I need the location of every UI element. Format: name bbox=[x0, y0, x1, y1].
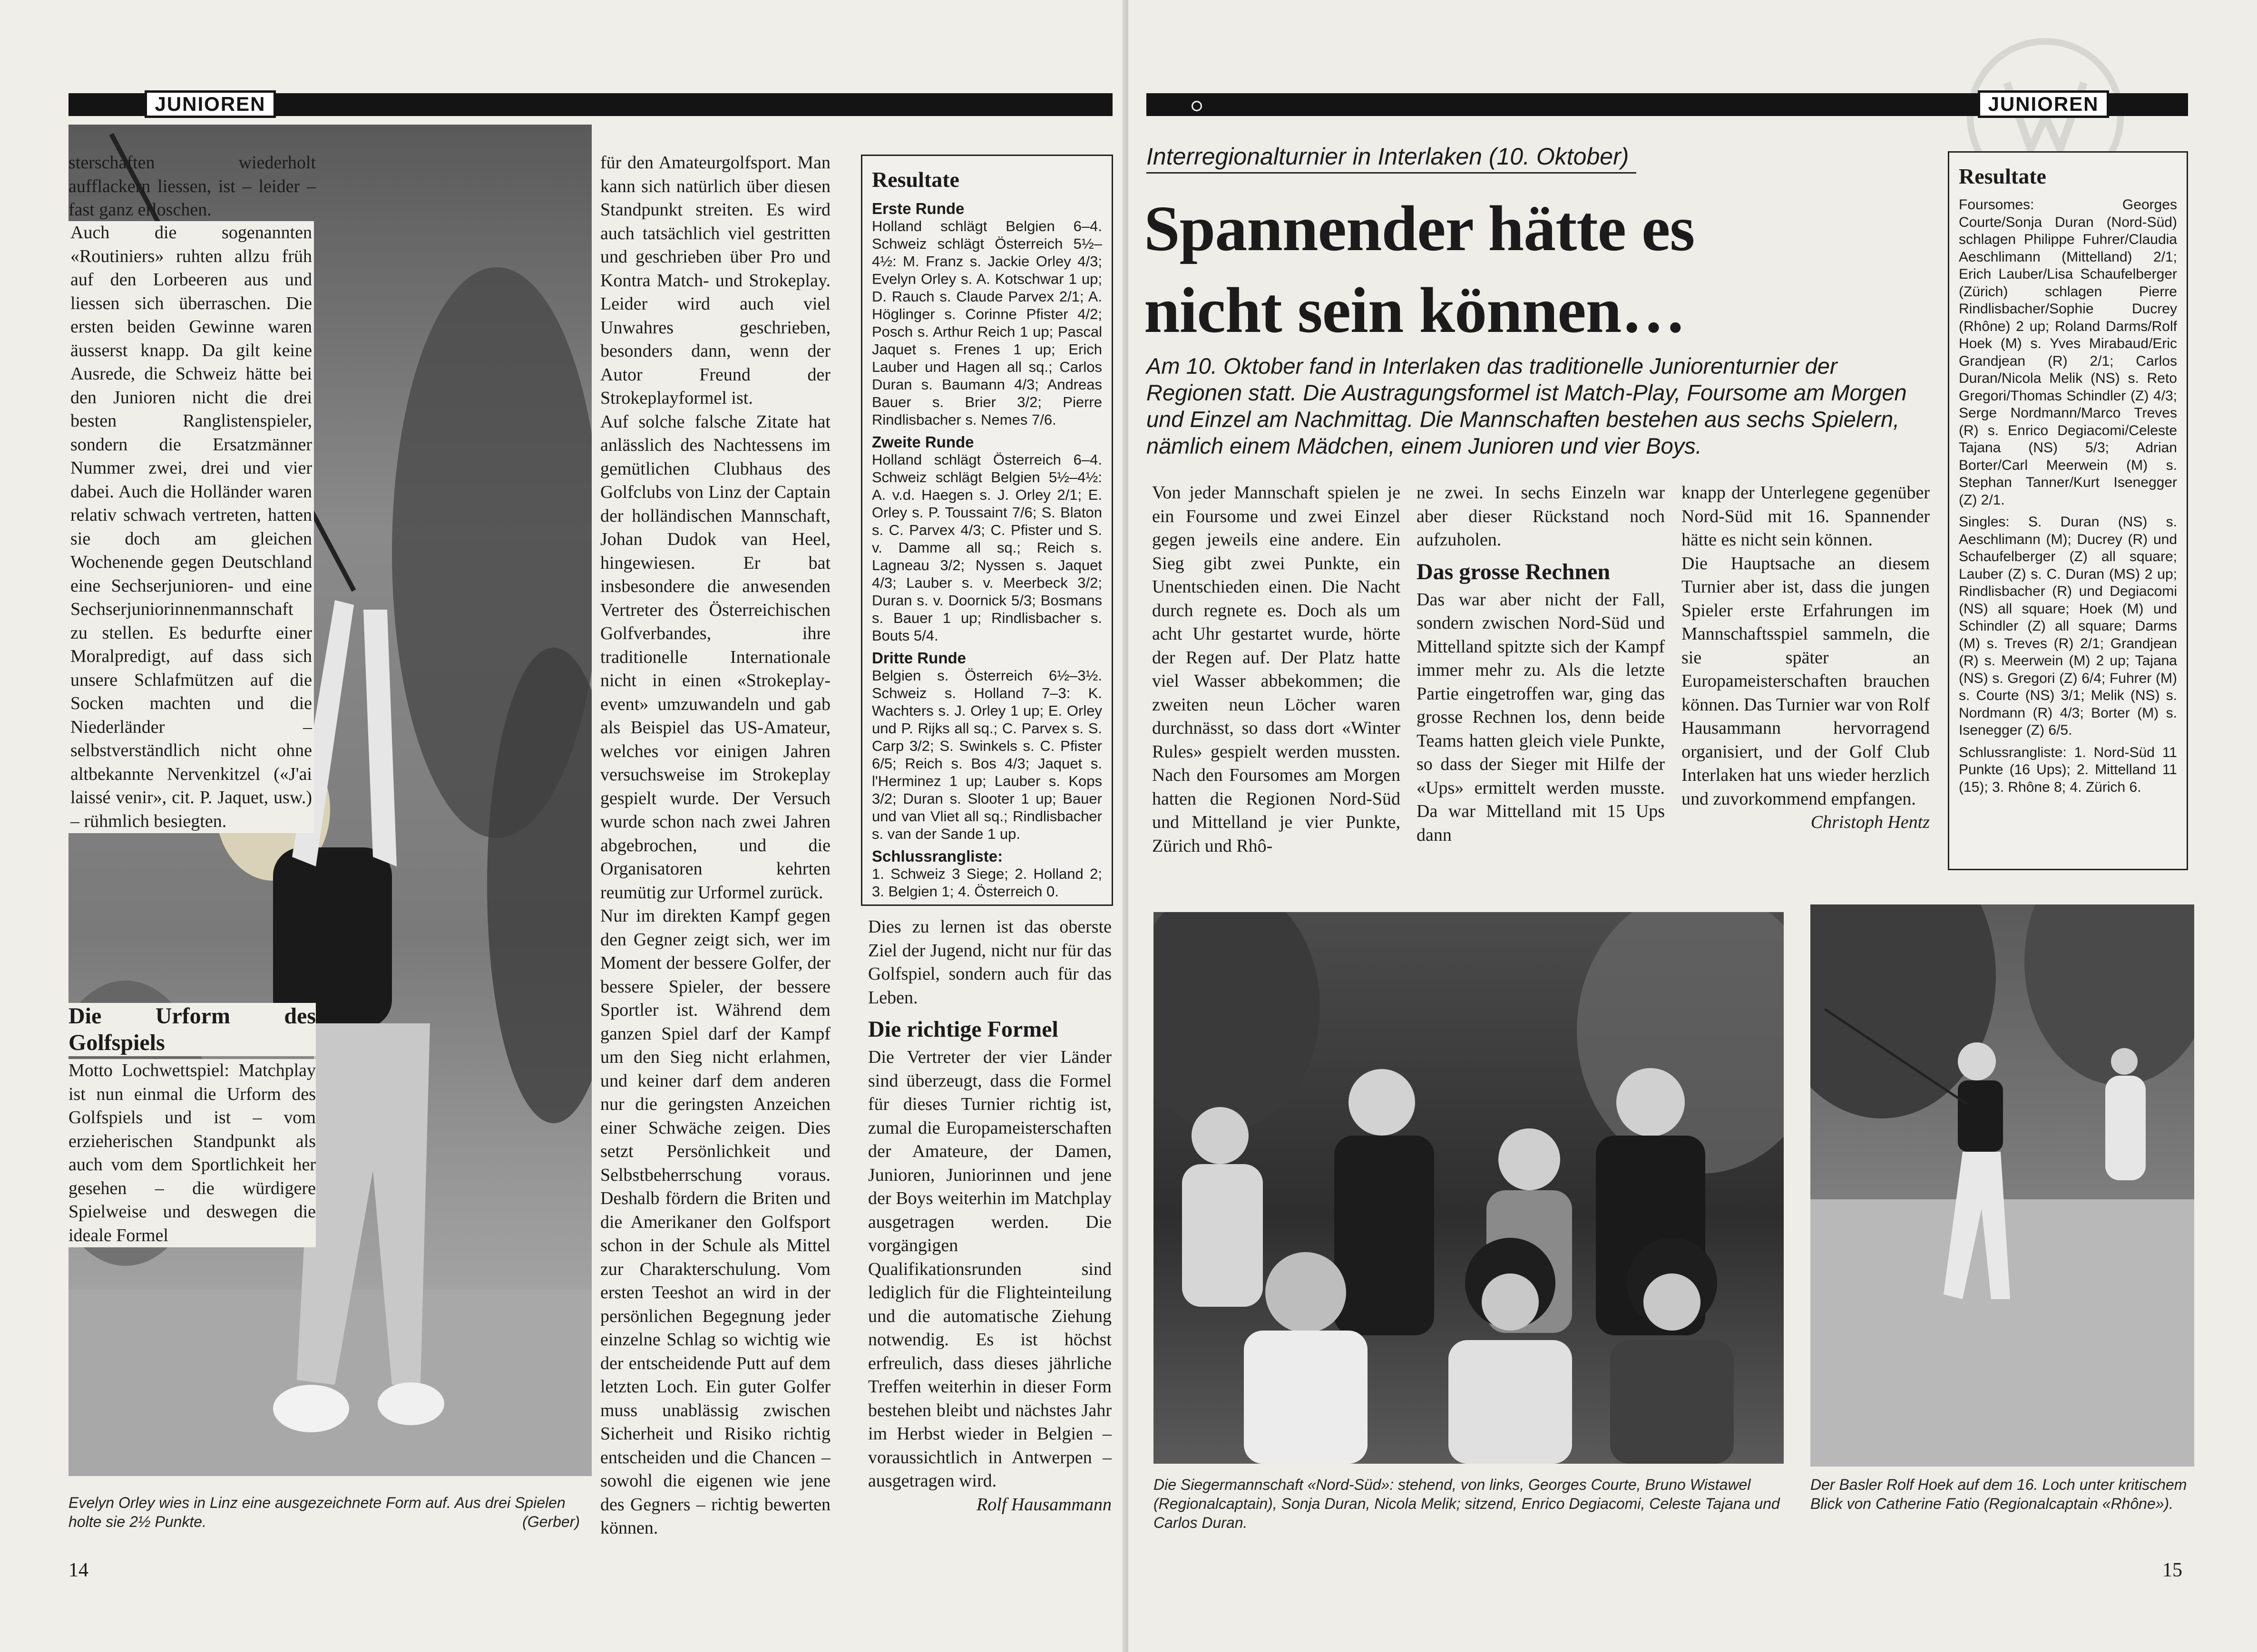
headline-line-2: nicht sein können… bbox=[1144, 275, 1686, 346]
left-column-1 bbox=[68, 151, 316, 222]
article-kicker: Interregionalturnier in Interlaken (10. Oktober) bbox=[1146, 143, 1636, 174]
left-col3-heading: Die richtige Formel bbox=[868, 1017, 1058, 1042]
right-signature: Christoph Hentz bbox=[1810, 812, 1930, 832]
left-col1-heading: Die Urform des Golfspiels bbox=[68, 1003, 316, 1055]
left-signature: Rolf Hausammann bbox=[977, 1494, 1112, 1515]
team-illustration bbox=[1153, 912, 1784, 1464]
left-column-1-body bbox=[68, 221, 314, 833]
results-title: Resultate bbox=[872, 167, 959, 192]
round1-text: Holland schlägt Belgien 6–4. Schweiz schlägt Österreich 5½–4½: M. Franz s. Jackie Orley 4/3; Evelyn Orley s. A. Kotschwar 1 up; D. Rauch s. Claude Parvex 2/1; A. Höglinger s. Corinne Pfister 4/2; Posch s. Arthur Reich 1 up; Pascal Jaquet s. Frenes 1 up; Erich Lauber und Hagen all sq.; Carlos Duran s. Baumann 4/3; Andreas Bauer s. Brier 3/2; Pierre Rindlisbacher s. Nemes 7/6. bbox=[872, 218, 1102, 428]
headline-line-1: Spannender hätte es bbox=[1144, 193, 1695, 264]
left-col3-para2: Die Vertreter der vier Länder sind überzeugt, dass die Formel für dieses Turnier richtig ist, zumal die Europameisterschaften der Amateure, der Damen, Junioren, Juniorinnen und jene der Boys weiterhin im Matchplay ausgetragen werden. Die vorgängigen Qualifikationsrunden sind lediglich für die Flighteinteilung und die automatische Ziehung notwendig. Es ist höchst erfreulich, dass dieses jährliche Treffen weiterhin in dieser Form bestehen bleibt und nächstes Jahr im Herbst wieder in Belgien – voraussichtlich in Antwerpen – ausgetragen wird. bbox=[868, 1047, 1112, 1491]
article-headline bbox=[1144, 188, 1810, 351]
right-col3-para2: Die Hauptsache an diesem Turnier aber ist, dass die jungen Spieler erste Erfahrungen im Mannschaftsspiel sammeln, die sie später an Europameisterschaften brauchen können. Das Turnier war von Rolf Hausammann hervorragend organisiert, und der Golf Club Interlaken hat uns wieder herzlich und zuvorkommend empfangen. bbox=[1681, 553, 1930, 809]
results-box-left bbox=[861, 155, 1113, 906]
golfer-photo-credit: (Gerber) bbox=[522, 1513, 580, 1530]
left-column-2 bbox=[600, 151, 830, 1540]
right-col1-text: Von jeder Mannschaft spielen je ein Foursome und zwei Einzel gegen jeweils eine andere. Ein Sieg gibt zwei Punkte, ein Unentschieden einen. Die Nacht durch regnete es. Doch als um acht Uhr gestartet wurde, hörte der Regen auf. Der Platz hatte viel Wasser abbekommen; die zweiten neun Löcher waren durchnässt, so dass dort «Winter Rules» gespielt werden mussten. Nach den Foursomes am Morgen hatten die Regionen Nord-Süd und Mittelland je vier Punkte, Zürich und Rhô- bbox=[1152, 483, 1400, 856]
hoek-photo bbox=[1810, 904, 2194, 1467]
singles-results: Singles: S. Duran (NS) s. Aeschlimann (M); Ducrey (R) und Schaufelberger (Z) all square; Lauber (Z) s. C. Duran (MS) 2 up; Rindlisbacher (R) und Degiacomi (NS) all square; Hoek (M) und Schindler (Z) all square; Darms (M) s. Treves (R) 2/1; Grandjean (R) s. Meerwein (M) 2 up; Tajana (NS) s. Gregori (Z) 6/4; Fuhrer (M) s. Courte (NS) 3/1; Melik (NS) s. Nordmann (R) 4/3; Borter (M) s. Isenegger (Z) 6/5. bbox=[1959, 514, 2177, 738]
left-col2-para3: Nur im direkten Kampf gegen den Gegner zeigt sich, wer im Moment der bessere Golfer, der bessere Spieler, der bessere Sportler ist. Während dem ganzen Spiel darf der Kampf um den Sieg nicht erlahmen, und keiner darf dem anderen nur die geringsten Anzeichen einer Schwäche zeigen. Dies setzt Persönlichkeit und Selbstbeherrschung voraus. Deshalb fördern die Briten und die Amerikaner den Golfsport schon in der Schule als Mittel zur Charakterschulung. Vom ersten Teeshot an wird in der persönlichen Begegnung jeder einzelne Schlag so wichtig wie der entscheidende Putt auf dem letzten Loch. Ein guter Golfer muss unablässig zwischen Sicherheit und Risiko richtig entscheiden und die Chancen – sowohl die eigenen wie jene des Gegners – richtig bewerten können. bbox=[600, 906, 830, 1538]
round2-text: Holland schlägt Österreich 6–4. Schweiz schlägt Belgien 5½–4½: A. v.d. Haegen s. J. Orley 2/1; E. Orley s. P. Toussaint 7/6; S. Blaton s. C. Parvex 4/3; C. Pfister und S. v. Damme all sq.; Reich s. Lagneau 3/2; Nyssen s. Jaquet 4/3; Lauber s. v. Meerbeck 3/2; Duran s. v. Doornick 5/3; Bosmans s. Bauer 1 up; Rindlisbacher s. Bouts 5/4. bbox=[872, 451, 1102, 644]
right-col2-para1: ne zwei. In sechs Einzeln war aber dieser Rückstand noch aufzuholen. bbox=[1417, 483, 1665, 550]
final-ranking-title: Schlussrangliste: bbox=[872, 847, 1003, 865]
round3-text: Belgien s. Österreich 6½–3½. Schweiz s. Holland 7–3: K. Wachters s. J. Orley 1 up; E. Orley und P. Rijks all sq.; C. Parvex s. S. Carp 3/2; S. Swinkels s. C. Pfister 6/5; Reich s. Bos 4/3; Jaquet s. l'Herminez 1 up; Lauber s. Kops 3/2; Duran s. Slooter 1 up; Bauer und van Vliet all sq.; Rindlisbacher s. van der Sande 1 up. bbox=[872, 667, 1102, 842]
golfer-caption-text: Evelyn Orley wies in Linz eine ausgezeichnete Form auf. Aus drei Spielen holte sie 2½ Punkte. bbox=[68, 1494, 566, 1530]
right-column-1 bbox=[1152, 481, 1400, 858]
left-col2-para1: für den Amateurgolfsport. Man kann sich natürlich über diesen Standpunkt streiten. Es wird auch tatsächlich viel gestritten und geschrieben über Pro und Kontra Match- und Strokeplay. Leider wird auch viel Unwahres geschrieben, besonders dann, wenn der Autor Freund der Strokeplayformel ist. bbox=[600, 153, 830, 408]
round3-title: Dritte Runde bbox=[872, 649, 966, 667]
right-col2-para2: Das war aber nicht der Fall, sondern zwischen Nord-Süd und Mittelland spitzte sich der Kampf immer mehr zu. Als die letzte Partie eingetroffen war, ging das grosse Rechnen los, denn beide Teams hatten gleich viele Punkte, so dass der Sieger mit Hilfe der «Ups» ermittelt werden musste. Da war Mittelland mit 15 Ups dann bbox=[1417, 589, 1665, 845]
final-ranking-right: Schlussrangliste: 1. Nord-Süd 11 Punkte (16 Ups); 2. Mittelland 11 (15); 3. Rhône 8; 4. Zürich 6. bbox=[1959, 744, 2177, 795]
left-page bbox=[0, 0, 1128, 1652]
team-photo bbox=[1153, 912, 1784, 1464]
page-number-right: 15 bbox=[2162, 1559, 2182, 1581]
left-col1-para3: Motto Lochwettspiel: Matchplay ist nun einmal die Urform des Golfspiels und ist – vom erzieherischen Standpunkt als auch vom dem Sportlichkeit her gesehen – die würdigere Spielweise und deswegen die ideale Formel bbox=[68, 1059, 316, 1247]
section-label: JUNIOREN bbox=[145, 90, 276, 118]
final-ranking-text: 1. Schweiz 3 Siege; 2. Holland 2; 3. Belgien 1; 4. Österreich 0. bbox=[872, 865, 1102, 900]
bar-dot-icon bbox=[1192, 101, 1202, 111]
round1-title: Erste Runde bbox=[872, 200, 965, 217]
left-column-3 bbox=[868, 915, 1112, 1516]
right-column-3 bbox=[1681, 481, 1930, 835]
round2-title: Zweite Runde bbox=[872, 433, 974, 451]
left-col3-para1: Dies zu lernen ist das oberste Ziel der Jugend, nicht nur für das Golfspiel, sondern auch für das Leben. bbox=[868, 917, 1112, 1008]
results-title-right: Resultate bbox=[1959, 164, 2046, 188]
page-number-left: 14 bbox=[68, 1559, 88, 1581]
hoek-illustration bbox=[1810, 904, 2194, 1467]
results-box-right bbox=[1948, 151, 2188, 870]
right-col3-para1: knapp der Unterlegene gegenüber Nord-Süd mit 16. Spannender hätte es nicht sein können. bbox=[1681, 483, 1930, 550]
right-col2-heading: Das grosse Rechnen bbox=[1417, 559, 1611, 584]
foursomes-results: Foursomes: Georges Courte/Sonja Duran (Nord-Süd) schlagen Philippe Fuhrer/Claudia Aeschlimann (Mittelland) 2/1; Erich Lauber/Lisa Schaufelberger (Zürich) schlagen Pierre Rindlisbacher/Sophie Ducrey (Rhône) 2 up; Roland Darms/Rolf Hoek (M) s. Yves Mirabaud/Eric Grandjean (R) 2/1; Carlos Duran/Nicola Melik (NS) s. Reto Gregori/Thomas Schindler (Z) 4/3; Serge Nordmann/Marco Treves (R) s. Enrico Degiacomi/Celeste Tajana (NS) 5/3; Adrian Borter/Carl Meerwein (M) s. Stephan Tanner/Kurt Isenegger (Z) 2/1. bbox=[1959, 197, 2177, 508]
left-col1-para2: Auch die sogenannten «Routiniers» ruhten allzu früh auf den Lorbeeren aus und liessen sich überraschen. Die ersten beiden Gewinne waren äusserst knapp. Da gilt keine Ausrede, die Schweiz hätte bei den Junioren nicht die drei besten Ranglistenspieler, sondern die Ersatzmänner Nummer zwei, drei und vier dabei. Auch die Holländer waren relativ schwach vertreten, hatten sie doch am gleichen Wochenende gegen Deutschland eine Sechserjunioren- und eine Sechserjuniorinnenmannschaft zu stellen. Es bedurfte einer Moralpredigt, auf dass sich unsere Schlafmützen auf die Socken machten und die Niederländer – selbstverständlich nicht ohne altbekannte Nervenkitzel («J'ai laissé venir», cit. P. Jaquet, usw.) – rühmlich besiegten. bbox=[68, 221, 314, 833]
team-photo-caption: Die Siegermannschaft «Nord-Süd»: stehend, von links, Georges Courte, Bruno Wistawel (Regionalcaptain), Sonja Duran, Nicola Melik; sitzend, Enrico Degiacomi, Celeste Tajana und Carlos Duran. bbox=[1153, 1476, 1780, 1531]
hoek-photo-caption: Der Basler Rolf Hoek auf dem 16. Loch unter kritischem Blick von Catherine Fatio (Regionalcaptain «Rhône»). bbox=[1810, 1476, 2187, 1512]
left-col2-para2: Auf solche falsche Zitate hat anlässlich des Nachtessens im gemütlichen Clubhaus des Golfclubs von Linz der Captain der holländischen Mannschaft, Johan Dudok van Heel, hingewiesen. Er bat insbesondere die anwesenden Vertreter des Österreichischen Golfverbandes, ihre traditionelle Internationale nicht in einen «Strokeplay-event» umzuwandeln und gab als Beispiel das US-Amateur, welches vor einigen Jahren versuchsweise im Strokeplay gespielt wurde. Der Versuch wurde schon nach zwei Jahren abgebrochen, und die Organisatoren kehrten reumütig zur Urformel zurück. bbox=[600, 411, 830, 903]
section-label-right: JUNIOREN bbox=[1978, 90, 2109, 118]
article-lead: Am 10. Oktober fand in Interlaken das traditionelle Juniorenturnier der Regionen statt. Die Austragungsformel ist Match-Play, Foursome am Morgen und Einzel am Nachmittag. Die Mannschaften bestehen aus sechs Spielern, nämlich einem Mädchen, einem Junioren und vier Boys. bbox=[1146, 353, 1907, 458]
left-column-1-lower bbox=[68, 996, 316, 1247]
left-col1-para1: sterschaften wiederholt aufflackern liessen, ist – leider – fast ganz erloschen. bbox=[68, 153, 316, 220]
right-column-2 bbox=[1417, 481, 1665, 847]
golfer-photo-caption bbox=[68, 1493, 580, 1531]
